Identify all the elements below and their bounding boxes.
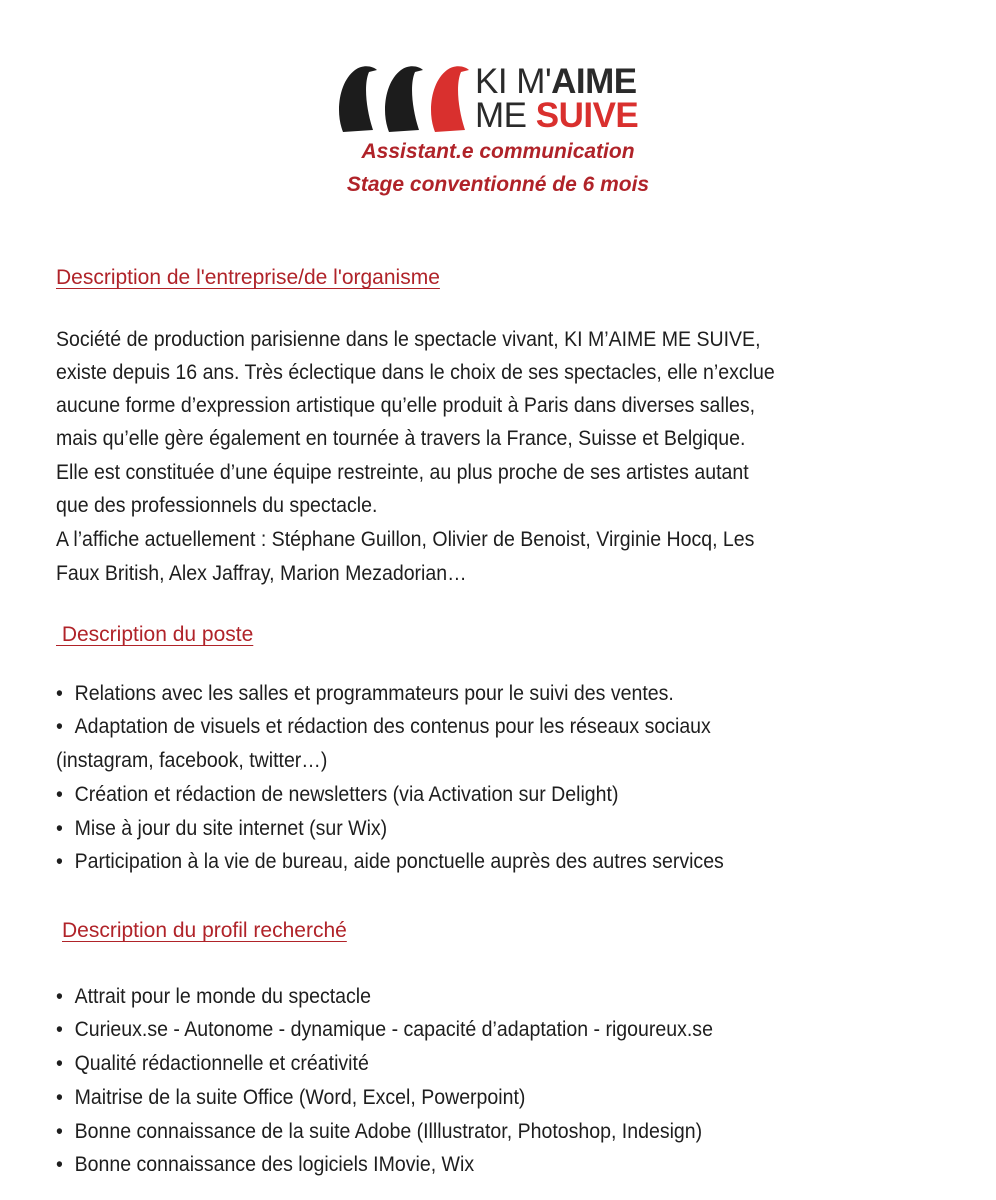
profile-bullet: • Curieux.se - Autonome - dynamique - capacité d’adaptation - rigoureux.se bbox=[56, 1018, 713, 1041]
profile-bullet: • Bonne connaissance de la suite Adobe (Illlustrator, Photoshop, Indesign) bbox=[56, 1120, 703, 1143]
heading-company: Description de l'entreprise/de l'organisme bbox=[56, 266, 440, 289]
job-bullet: • Adaptation de visuels et rédaction des contenus pour les réseaux sociaux bbox=[56, 715, 711, 738]
job-bullet: • Création et rédaction de newsletters (via Activation sur Delight) bbox=[56, 783, 619, 806]
company-text-line: existe depuis 16 ans. Très éclectique dans le choix de ses spectacles, elle n’exclue bbox=[56, 361, 775, 384]
company-logo bbox=[333, 62, 673, 134]
logo-text-line2: ME SUIVE bbox=[475, 96, 639, 135]
profile-bullet: • Qualité rédactionnelle et créativité bbox=[56, 1052, 369, 1075]
job-title: Assistant.e communication bbox=[361, 140, 635, 163]
contract-type: Stage conventionné de 6 mois bbox=[346, 173, 650, 196]
heading-profile: Description du profil recherché bbox=[62, 919, 347, 942]
company-text-line: A l’affiche actuellement : Stéphane Guillon, Olivier de Benoist, Virginie Hocq, Les bbox=[56, 528, 755, 551]
job-bullet: • Relations avec les salles et programmateurs pour le suivi des ventes. bbox=[56, 682, 674, 705]
company-text-line: Société de production parisienne dans le spectacle vivant, KI M’AIME ME SUIVE, bbox=[56, 328, 761, 351]
profile-bullet: • Attrait pour le monde du spectacle bbox=[56, 985, 371, 1008]
company-text-line: Faux British, Alex Jaffray, Marion Mezadorian… bbox=[56, 562, 467, 585]
logo-text-line1: KI M'AIME bbox=[475, 62, 637, 101]
penguins-icon bbox=[333, 62, 473, 134]
profile-bullet: • Bonne connaissance des logiciels IMovie, Wix bbox=[56, 1153, 475, 1176]
job-bullet: • Mise à jour du site internet (sur Wix) bbox=[56, 817, 388, 840]
company-text-line: que des professionnels du spectacle. bbox=[56, 494, 378, 517]
company-text-line: Elle est constituée d’une équipe restreinte, au plus proche de ses artistes autant bbox=[56, 461, 749, 484]
heading-job: Description du poste bbox=[56, 623, 254, 646]
job-bullet-continuation: (instagram, facebook, twitter…) bbox=[56, 749, 328, 772]
company-text-line: mais qu’elle gère également en tournée à travers la France, Suisse et Belgique. bbox=[56, 427, 746, 450]
job-bullet: • Participation à la vie de bureau, aide ponctuelle auprès des autres services bbox=[56, 850, 724, 873]
company-text-line: aucune forme d’expression artistique qu’elle produit à Paris dans diverses salles, bbox=[56, 394, 756, 417]
profile-bullet: • Maitrise de la suite Office (Word, Excel, Powerpoint) bbox=[56, 1086, 526, 1109]
